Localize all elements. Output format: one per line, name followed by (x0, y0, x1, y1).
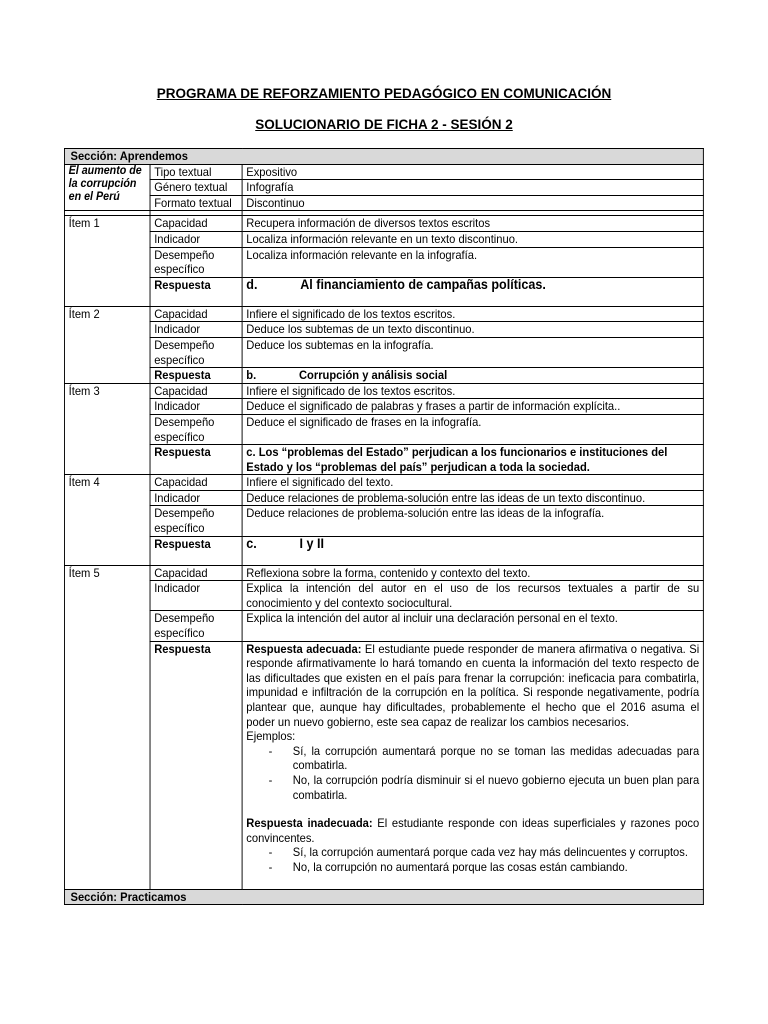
item-1-capacidad-label: Capacidad (150, 216, 242, 232)
inadecuada-label: Respuesta inadecuada: (246, 816, 373, 831)
item-2-label: Ítem 2 (64, 306, 150, 383)
item-1-indicador-label: Indicador (150, 231, 242, 247)
document-title: PROGRAMA DE REFORZAMIENTO PEDAGÓGICO EN COMUNICACIÓN (156, 86, 612, 101)
item-1-respuesta (242, 277, 703, 306)
item-3-respuesta-label: Respuesta (150, 445, 242, 475)
example-3: - Sí, la corrupción aumentará porque cada vez hay más delincuentes y corruptos. (268, 845, 688, 860)
item-2-resp-text: Corrupción y análisis social (298, 368, 448, 383)
document-subtitle: SOLUCIONARIO DE FICHA 2 - SESIÓN 2 (255, 117, 513, 132)
item-4-indicador-label: Indicador (150, 490, 242, 506)
example-4: - No, la corrupción no aumentará porque las cosas están cambiando. (268, 859, 628, 874)
item-3-respuesta: c. Los “problemas del Estado” perjudican a los funcionarios e instituciones del Estado y los “problemas del país” perjudican a toda la sociedad. (242, 445, 703, 475)
section-header-practicamos: Sección: Practicamos (64, 889, 703, 905)
item-2-indicador: Deduce los subtemas de un texto discontinuo. (242, 322, 703, 338)
item-3-desempeno: Deduce el significado de frases en la infografía. (242, 414, 703, 444)
example-2: - No, la corrupción podría disminuir si el nuevo gobierno ejecuta un buen plan para combatirla. (268, 772, 700, 802)
value-tipo: Expositivo (242, 164, 703, 180)
item-4-indicador: Deduce relaciones de problema-solución entre las ideas de un texto discontinuo. (242, 490, 703, 506)
value-formato: Discontinuo (242, 195, 703, 211)
item-1-resp-letter: d. (246, 276, 258, 292)
item-4-respuesta-label: Respuesta (150, 536, 242, 565)
item-5-capacidad-label: Capacidad (150, 565, 242, 581)
respuesta-inadecuada (246, 816, 699, 845)
ejemplos-label: Ejemplos: (246, 729, 296, 744)
item-3-label: Ítem 3 (64, 383, 150, 475)
item-5-respuesta-label: Respuesta (150, 641, 242, 889)
item-5-desempeno-label: Desempeño específico (150, 611, 242, 641)
item-3-indicador-label: Indicador (150, 399, 242, 415)
item-1-resp-text: Al financiamiento de campañas políticas. (300, 276, 546, 292)
item-2-respuesta-label: Respuesta (150, 368, 242, 384)
inadecuada-text: El estudiante responde con ideas superficiales y razones poco convincentes. (246, 816, 700, 845)
item-1-label: Ítem 1 (64, 216, 150, 306)
item-4-capacidad-label: Capacidad (150, 475, 242, 491)
item-3-indicador: Deduce el significado de palabras y frases a partir de información explícita.. (242, 399, 703, 415)
item-1-indicador: Localiza información relevante en un texto discontinuo. (242, 231, 703, 247)
item-5-desempeno: Explica la intención del autor al incluir una declaración personal en el texto. (242, 611, 703, 641)
item-2-capacidad: Infiere el significado de los textos escritos. (242, 306, 703, 322)
item-4-capacidad: Infiere el significado del texto. (242, 475, 703, 491)
item-4-respuesta (242, 536, 703, 565)
item-1-respuesta-label: Respuesta (150, 277, 242, 306)
item-3-desempeno-label: Desempeño específico (150, 414, 242, 444)
item-3-capacidad: Infiere el significado de los textos escritos. (242, 383, 703, 399)
item-4-desempeno: Deduce relaciones de problema-solución entre las ideas de la infografía. (242, 506, 703, 536)
item-2-indicador-label: Indicador (150, 322, 242, 338)
item-1-capacidad: Recupera información de diversos textos escritos (242, 216, 703, 232)
item-2-resp-letter: b. (246, 368, 257, 383)
text-title: El aumento de la corrupción en el Perú (64, 164, 150, 211)
item-2-capacidad-label: Capacidad (150, 306, 242, 322)
item-4-label: Ítem 4 (64, 475, 150, 565)
item-5-respuesta (242, 641, 703, 889)
item-2-desempeno: Deduce los subtemas en la infografía. (242, 337, 703, 367)
item-1-desempeno: Localiza información relevante en la infografía. (242, 247, 703, 277)
item-2-desempeno-label: Desempeño específico (150, 337, 242, 367)
item-4-resp-letter: c. (246, 535, 257, 551)
label-genero: Género textual (150, 180, 242, 196)
adecuada-text: El estudiante puede responder de manera afirmativa o negativa. Si responde afirmativamente lo hará tomando en cuenta la información del texto respecto de las dificultades que existen en el país para frenar la corrupción: ineficacia para combatirla, impunidad e infiltración de la corrupción en la política. Si responde negativamente, podría plantear que, aunque hay dificultades, probablemente el hecho que el 2016 asuma el poder un nuevo gobierno, este sea capaz de realizar los cambios necesarios. (246, 641, 700, 729)
item-4-desempeno-label: Desempeño específico (150, 506, 242, 536)
label-tipo: Tipo textual (150, 164, 242, 180)
solucionario-table (64, 148, 704, 905)
item-5-indicador-label: Indicador (150, 581, 242, 611)
value-genero: Infografía (242, 180, 703, 196)
item-3-capacidad-label: Capacidad (150, 383, 242, 399)
item-5-label: Ítem 5 (64, 565, 150, 889)
item-5-capacidad: Reflexiona sobre la forma, contenido y contexto del texto. (242, 565, 703, 581)
label-formato: Formato textual (150, 195, 242, 211)
item-5-indicador: Explica la intención del autor en el uso de los recursos textuales a partir de su conocimiento y del contexto sociocultural. (242, 581, 703, 611)
item-1-desempeno-label: Desempeño específico (150, 247, 242, 277)
section-header-aprendemos: Sección: Aprendemos (64, 149, 703, 165)
adecuada-label: Respuesta adecuada: (246, 641, 362, 656)
example-1: - Sí, la corrupción aumentará porque no se toman las medidas adecuadas para combatirla. (268, 743, 700, 773)
item-4-resp-text: I y II (299, 535, 324, 551)
item-2-respuesta (242, 368, 703, 384)
respuesta-adecuada (246, 642, 699, 730)
